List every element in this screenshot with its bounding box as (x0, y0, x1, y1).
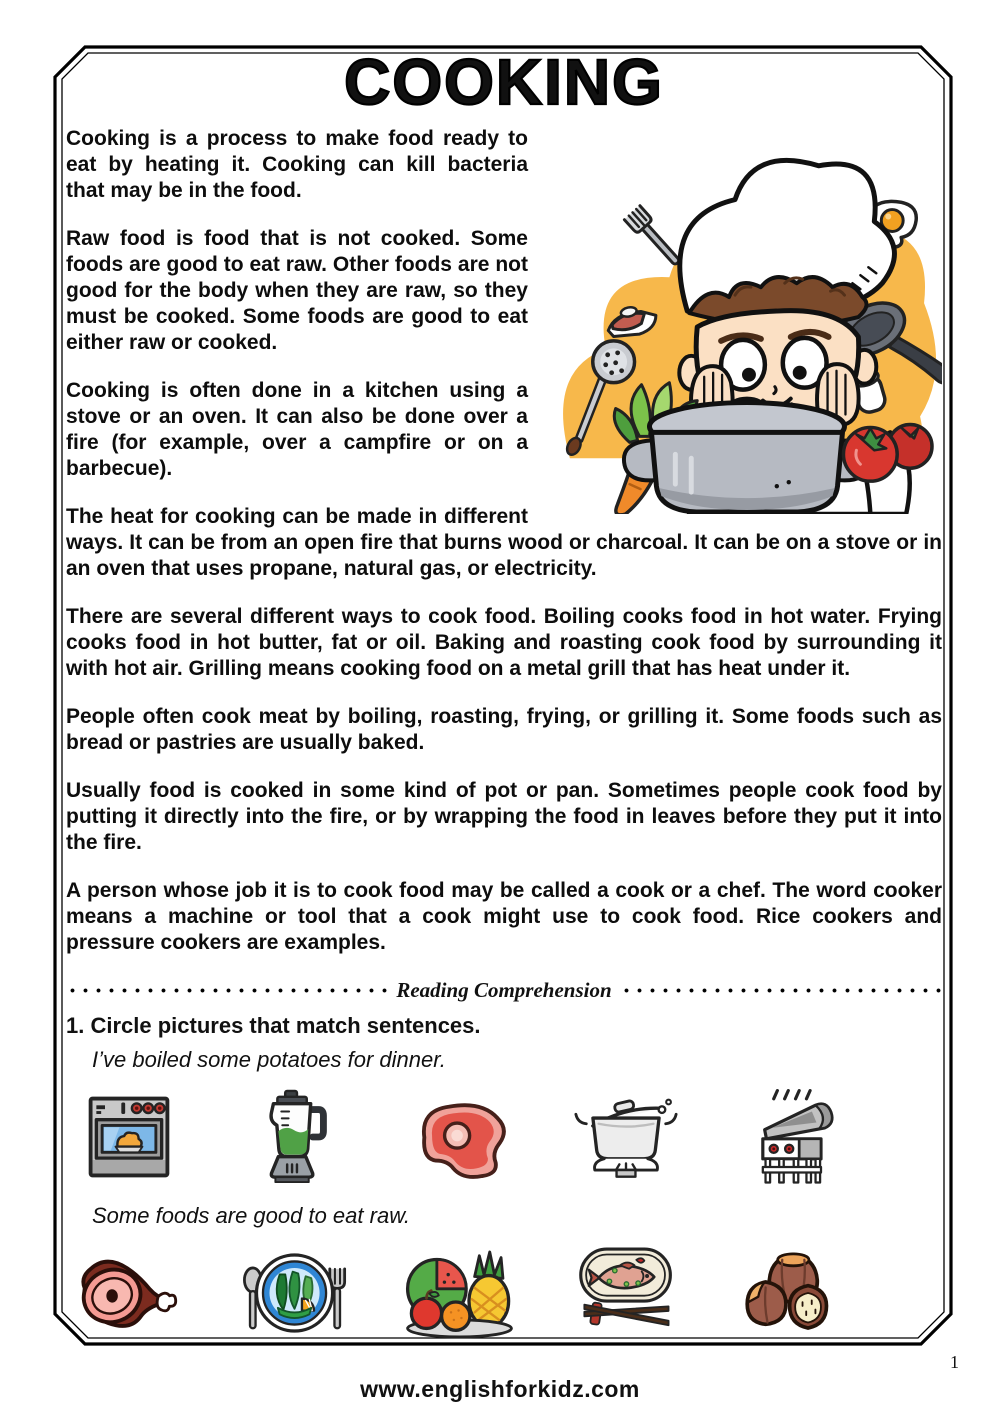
boiling-pot-icon[interactable] (567, 1084, 685, 1190)
section-divider (66, 978, 942, 1003)
divider-label: Reading Comprehension (396, 978, 612, 1002)
ham-leg-icon[interactable] (70, 1240, 188, 1346)
salad-plate-icon[interactable] (236, 1240, 354, 1346)
paragraph-8: A person whose job it is to cook food may be called a cook or a chef. The word cooker means a machine or tool that a cook might use to cook food. Rice cookers and pressure cookers are examples. (66, 879, 942, 954)
page-title: COOKING (344, 46, 664, 118)
paragraph-3: Cooking is often done in a kitchen using a stove or an oven. It can also be done over a fire (for example, over a campfire or on a barbecue). (66, 379, 528, 480)
paragraph-4: The heat for cooking can be made in different ways. It can be from an open fire that burns wood or charcoal. It can be on a stove or in an oven that uses propane, natural gas, or electricity. (66, 505, 942, 580)
sentence-1: I’ve boiled some potatoes for dinner. (92, 1047, 446, 1072)
raw-steak-icon[interactable] (401, 1084, 519, 1190)
paragraph-2: Raw food is food that is not cooked. Some foods are good to eat raw. Other foods are not good for the body when they are raw, so they must be cooked. Some foods are good to eat either raw or cooked. (66, 227, 528, 354)
barbecue-grill-icon[interactable] (732, 1084, 850, 1190)
divider-dots-right (620, 988, 942, 993)
reading-passage (66, 126, 942, 956)
icon-row-2 (66, 1237, 942, 1349)
tomatoes-icon (843, 424, 932, 481)
website-footer: www.englishforkidz.com (360, 1376, 640, 1402)
fish-plate-icon[interactable] (567, 1240, 685, 1346)
sentence-2: Some foods are good to eat raw. (92, 1203, 410, 1228)
paragraph-7: Usually food is cooked in some kind of pot or pan. Sometimes people cook food by putting it directly into the fire, or by wrapping the food in leaves before they put it into the fire. (66, 779, 942, 854)
page-number: 1 (950, 1352, 959, 1372)
paragraph-6: People often cook meat by boiling, roasting, frying, or grilling it. Some foods such as bread or pastries are usually baked. (66, 705, 942, 754)
cooking-pot (624, 399, 870, 512)
worksheet-content (66, 46, 942, 1359)
paragraph-1: Cooking is a process to make food ready to eat by heating it. Cooking can kill bacteria that may be in the food. (66, 127, 528, 202)
divider-dots-left (66, 988, 388, 993)
blender-icon[interactable] (236, 1084, 354, 1190)
exercise-instruction (66, 1013, 942, 1039)
fork-icon (624, 206, 685, 270)
oven-icon[interactable] (70, 1084, 188, 1190)
icon-row-1 (66, 1081, 942, 1193)
chef-illustration (540, 126, 942, 514)
chestnuts-icon[interactable] (732, 1240, 850, 1346)
paragraph-5: There are several different ways to cook food. Boiling cooks food in hot water. Frying cooks food in hot butter, fat or oil. Baking and roasting cook food by surrounding it with hot air. Grilling means cooking food on a metal grill that has heat under it. (66, 605, 942, 680)
fruit-plate-icon[interactable] (401, 1240, 519, 1346)
exercise-text: Circle pictures that match sentences. (90, 1013, 481, 1038)
exercise-number: 1. (66, 1013, 85, 1038)
